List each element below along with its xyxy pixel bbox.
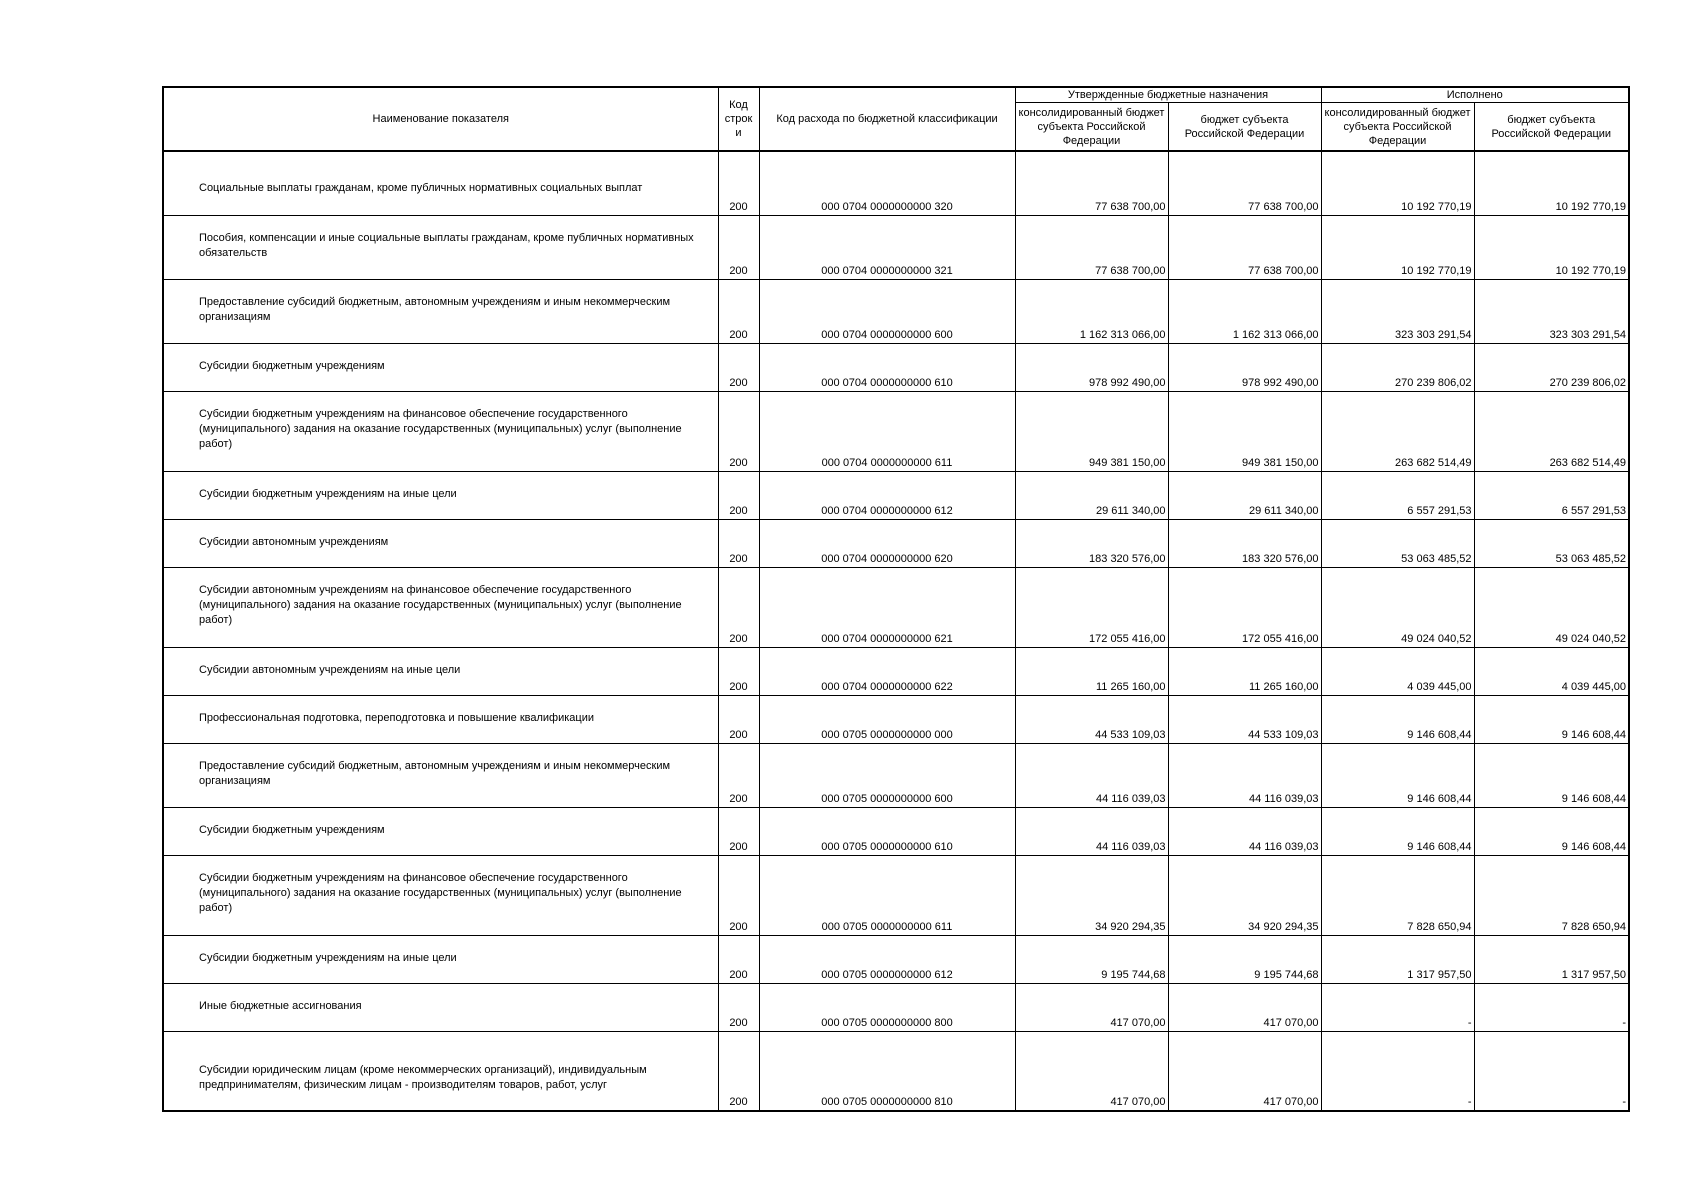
row-indicator-text: Субсидии юридическим лицам (кроме некоммерческих организаций), индивидуальным предпринимателям, физическим лицам - производителям товаров, работ, услуг bbox=[199, 1063, 647, 1091]
row-line-code: 200 bbox=[718, 151, 759, 215]
row-executed-subject: 7 828 650,94 bbox=[1474, 855, 1629, 935]
row-approved-subject: 44 116 039,03 bbox=[1168, 743, 1321, 807]
table-row bbox=[163, 935, 1629, 983]
row-approved-subject: 9 195 744,68 bbox=[1168, 935, 1321, 983]
row-approved-consolidated: 417 070,00 bbox=[1015, 983, 1168, 1031]
row-approved-subject: 77 638 700,00 bbox=[1168, 215, 1321, 279]
row-approved-consolidated: 949 381 150,00 bbox=[1015, 391, 1168, 471]
row-indicator-text: Пособия, компенсации и иные социальные выплаты гражданам, кроме публичных нормативных обязательств bbox=[199, 231, 694, 259]
row-indicator-name bbox=[163, 1031, 718, 1111]
header-executed-subject: бюджет субъекта Российской Федерации bbox=[1474, 103, 1629, 152]
table-row bbox=[163, 1031, 1629, 1111]
row-classification-code: 000 0704 0000000000 621 bbox=[759, 567, 1015, 647]
row-approved-consolidated: 34 920 294,35 bbox=[1015, 855, 1168, 935]
header-executed: Исполнено bbox=[1321, 87, 1629, 103]
row-indicator-name bbox=[163, 647, 718, 695]
budget-report-sheet bbox=[162, 86, 1628, 1112]
row-indicator-text: Субсидии бюджетным учреждениям на иные цели bbox=[199, 951, 457, 964]
row-classification-code: 000 0705 0000000000 810 bbox=[759, 1031, 1015, 1111]
table-row bbox=[163, 647, 1629, 695]
table-row bbox=[163, 695, 1629, 743]
row-approved-consolidated: 172 055 416,00 bbox=[1015, 567, 1168, 647]
row-classification-code: 000 0704 0000000000 620 bbox=[759, 519, 1015, 567]
row-approved-subject: 11 265 160,00 bbox=[1168, 647, 1321, 695]
row-executed-consolidated: 1 317 957,50 bbox=[1321, 935, 1474, 983]
row-classification-code: 000 0705 0000000000 800 bbox=[759, 983, 1015, 1031]
row-executed-consolidated: 49 024 040,52 bbox=[1321, 567, 1474, 647]
row-indicator-name bbox=[163, 743, 718, 807]
row-line-code: 200 bbox=[718, 391, 759, 471]
table-row bbox=[163, 855, 1629, 935]
row-line-code: 200 bbox=[718, 471, 759, 519]
row-executed-consolidated: 263 682 514,49 bbox=[1321, 391, 1474, 471]
header-executed-consolidated: консолидированный бюджет субъекта Российской Федерации bbox=[1321, 103, 1474, 152]
row-executed-subject: 9 146 608,44 bbox=[1474, 743, 1629, 807]
header-indicator-name: Наименование показателя bbox=[163, 87, 718, 151]
row-executed-subject: 9 146 608,44 bbox=[1474, 807, 1629, 855]
table-header bbox=[163, 87, 1629, 151]
row-approved-consolidated: 9 195 744,68 bbox=[1015, 935, 1168, 983]
table-body bbox=[163, 151, 1629, 1111]
row-approved-consolidated: 978 992 490,00 bbox=[1015, 343, 1168, 391]
row-approved-consolidated: 1 162 313 066,00 bbox=[1015, 279, 1168, 343]
row-approved-consolidated: 77 638 700,00 bbox=[1015, 151, 1168, 215]
row-classification-code: 000 0704 0000000000 320 bbox=[759, 151, 1015, 215]
row-executed-subject: 10 192 770,19 bbox=[1474, 151, 1629, 215]
header-classification-code: Код расхода по бюджетной классификации bbox=[759, 87, 1015, 151]
row-executed-consolidated: 270 239 806,02 bbox=[1321, 343, 1474, 391]
row-indicator-text: Субсидии бюджетным учреждениям bbox=[199, 823, 385, 836]
row-executed-consolidated: 10 192 770,19 bbox=[1321, 215, 1474, 279]
row-line-code: 200 bbox=[718, 215, 759, 279]
row-classification-code: 000 0704 0000000000 612 bbox=[759, 471, 1015, 519]
row-classification-code: 000 0705 0000000000 610 bbox=[759, 807, 1015, 855]
row-indicator-name bbox=[163, 983, 718, 1031]
row-executed-consolidated: 4 039 445,00 bbox=[1321, 647, 1474, 695]
row-approved-subject: 183 320 576,00 bbox=[1168, 519, 1321, 567]
row-classification-code: 000 0705 0000000000 611 bbox=[759, 855, 1015, 935]
row-executed-subject: 263 682 514,49 bbox=[1474, 391, 1629, 471]
row-executed-consolidated: 9 146 608,44 bbox=[1321, 807, 1474, 855]
row-executed-consolidated: - bbox=[1321, 1031, 1474, 1111]
row-indicator-text: Субсидии бюджетным учреждениям на иные цели bbox=[199, 487, 457, 500]
row-line-code: 200 bbox=[718, 519, 759, 567]
row-executed-consolidated: 10 192 770,19 bbox=[1321, 151, 1474, 215]
table-row bbox=[163, 279, 1629, 343]
row-indicator-name bbox=[163, 935, 718, 983]
budget-execution-table bbox=[162, 86, 1630, 1112]
row-classification-code: 000 0704 0000000000 321 bbox=[759, 215, 1015, 279]
row-indicator-name bbox=[163, 471, 718, 519]
row-executed-consolidated: 53 063 485,52 bbox=[1321, 519, 1474, 567]
row-approved-subject: 978 992 490,00 bbox=[1168, 343, 1321, 391]
row-indicator-text: Профессиональная подготовка, переподготовка и повышение квалификации bbox=[199, 711, 595, 724]
row-indicator-text: Предоставление субсидий бюджетным, автономным учреждениям и иным некоммерческим организациям bbox=[199, 295, 671, 323]
row-executed-consolidated: 9 146 608,44 bbox=[1321, 695, 1474, 743]
row-approved-subject: 1 162 313 066,00 bbox=[1168, 279, 1321, 343]
row-executed-subject: - bbox=[1474, 1031, 1629, 1111]
row-indicator-name bbox=[163, 519, 718, 567]
row-approved-subject: 44 533 109,03 bbox=[1168, 695, 1321, 743]
row-indicator-name bbox=[163, 855, 718, 935]
row-indicator-name bbox=[163, 695, 718, 743]
row-classification-code: 000 0705 0000000000 600 bbox=[759, 743, 1015, 807]
table-row bbox=[163, 983, 1629, 1031]
header-approved-assignments: Утвержденные бюджетные назначения bbox=[1015, 87, 1321, 103]
row-indicator-name bbox=[163, 343, 718, 391]
row-line-code: 200 bbox=[718, 567, 759, 647]
row-executed-subject: 49 024 040,52 bbox=[1474, 567, 1629, 647]
row-indicator-name bbox=[163, 215, 718, 279]
row-executed-subject: 10 192 770,19 bbox=[1474, 215, 1629, 279]
row-executed-subject: 53 063 485,52 bbox=[1474, 519, 1629, 567]
row-indicator-text: Субсидии бюджетным учреждениям на финансовое обеспечение государственного (муниципального) задания на оказание государственных (муниципальных) услуг (выполнение работ) bbox=[199, 871, 682, 914]
row-indicator-name bbox=[163, 807, 718, 855]
row-approved-consolidated: 417 070,00 bbox=[1015, 1031, 1168, 1111]
row-classification-code: 000 0705 0000000000 000 bbox=[759, 695, 1015, 743]
table-row bbox=[163, 151, 1629, 215]
row-executed-subject: 6 557 291,53 bbox=[1474, 471, 1629, 519]
row-indicator-text: Субсидии автономным учреждениям bbox=[199, 535, 389, 548]
row-approved-consolidated: 44 533 109,03 bbox=[1015, 695, 1168, 743]
row-approved-subject: 417 070,00 bbox=[1168, 983, 1321, 1031]
row-line-code: 200 bbox=[718, 743, 759, 807]
row-indicator-name bbox=[163, 391, 718, 471]
row-line-code: 200 bbox=[718, 1031, 759, 1111]
header-approved-subject: бюджет субъекта Российской Федерации bbox=[1168, 103, 1321, 152]
table-row bbox=[163, 743, 1629, 807]
row-approved-subject: 172 055 416,00 bbox=[1168, 567, 1321, 647]
row-classification-code: 000 0705 0000000000 612 bbox=[759, 935, 1015, 983]
row-approved-subject: 29 611 340,00 bbox=[1168, 471, 1321, 519]
row-indicator-text: Предоставление субсидий бюджетным, автономным учреждениям и иным некоммерческим организациям bbox=[199, 759, 671, 787]
row-executed-consolidated: 6 557 291,53 bbox=[1321, 471, 1474, 519]
row-executed-subject: 323 303 291,54 bbox=[1474, 279, 1629, 343]
row-indicator-text: Иные бюджетные ассигнования bbox=[199, 999, 362, 1012]
row-executed-subject: 9 146 608,44 bbox=[1474, 695, 1629, 743]
row-approved-consolidated: 77 638 700,00 bbox=[1015, 215, 1168, 279]
row-indicator-name bbox=[163, 151, 718, 215]
table-row bbox=[163, 567, 1629, 647]
header-line-code: Код строк и bbox=[718, 87, 759, 151]
row-executed-subject: 1 317 957,50 bbox=[1474, 935, 1629, 983]
row-approved-subject: 44 116 039,03 bbox=[1168, 807, 1321, 855]
row-approved-subject: 417 070,00 bbox=[1168, 1031, 1321, 1111]
row-approved-consolidated: 44 116 039,03 bbox=[1015, 807, 1168, 855]
row-approved-consolidated: 183 320 576,00 bbox=[1015, 519, 1168, 567]
table-row bbox=[163, 519, 1629, 567]
row-executed-consolidated: - bbox=[1321, 983, 1474, 1031]
row-line-code: 200 bbox=[718, 807, 759, 855]
row-executed-consolidated: 7 828 650,94 bbox=[1321, 855, 1474, 935]
table-row bbox=[163, 391, 1629, 471]
row-approved-consolidated: 44 116 039,03 bbox=[1015, 743, 1168, 807]
row-approved-consolidated: 29 611 340,00 bbox=[1015, 471, 1168, 519]
row-line-code: 200 bbox=[718, 935, 759, 983]
row-indicator-name bbox=[163, 567, 718, 647]
row-classification-code: 000 0704 0000000000 600 bbox=[759, 279, 1015, 343]
row-classification-code: 000 0704 0000000000 610 bbox=[759, 343, 1015, 391]
row-executed-subject: 270 239 806,02 bbox=[1474, 343, 1629, 391]
row-executed-subject: - bbox=[1474, 983, 1629, 1031]
row-line-code: 200 bbox=[718, 279, 759, 343]
header-approved-consolidated: консолидированный бюджет субъекта Российской Федерации bbox=[1015, 103, 1168, 152]
row-indicator-text: Субсидии автономным учреждениям на иные цели bbox=[199, 663, 461, 676]
row-indicator-text: Субсидии бюджетным учреждениям на финансовое обеспечение государственного (муниципального) задания на оказание государственных (муниципальных) услуг (выполнение работ) bbox=[199, 407, 682, 450]
row-line-code: 200 bbox=[718, 647, 759, 695]
row-line-code: 200 bbox=[718, 343, 759, 391]
row-executed-subject: 4 039 445,00 bbox=[1474, 647, 1629, 695]
row-indicator-text: Социальные выплаты гражданам, кроме публичных нормативных социальных выплат bbox=[199, 182, 643, 194]
row-line-code: 200 bbox=[718, 855, 759, 935]
row-classification-code: 000 0704 0000000000 611 bbox=[759, 391, 1015, 471]
row-approved-subject: 34 920 294,35 bbox=[1168, 855, 1321, 935]
table-row bbox=[163, 343, 1629, 391]
row-indicator-text: Субсидии автономным учреждениям на финансовое обеспечение государственного (муниципального) задания на оказание государственных (муниципальных) услуг (выполнение работ) bbox=[199, 583, 682, 626]
table-row bbox=[163, 807, 1629, 855]
row-executed-consolidated: 9 146 608,44 bbox=[1321, 743, 1474, 807]
row-executed-consolidated: 323 303 291,54 bbox=[1321, 279, 1474, 343]
row-indicator-text: Субсидии бюджетным учреждениям bbox=[199, 359, 385, 372]
table-row bbox=[163, 471, 1629, 519]
row-approved-subject: 77 638 700,00 bbox=[1168, 151, 1321, 215]
table-row bbox=[163, 215, 1629, 279]
row-line-code: 200 bbox=[718, 695, 759, 743]
row-approved-consolidated: 11 265 160,00 bbox=[1015, 647, 1168, 695]
row-classification-code: 000 0704 0000000000 622 bbox=[759, 647, 1015, 695]
row-line-code: 200 bbox=[718, 983, 759, 1031]
row-approved-subject: 949 381 150,00 bbox=[1168, 391, 1321, 471]
row-indicator-name bbox=[163, 279, 718, 343]
